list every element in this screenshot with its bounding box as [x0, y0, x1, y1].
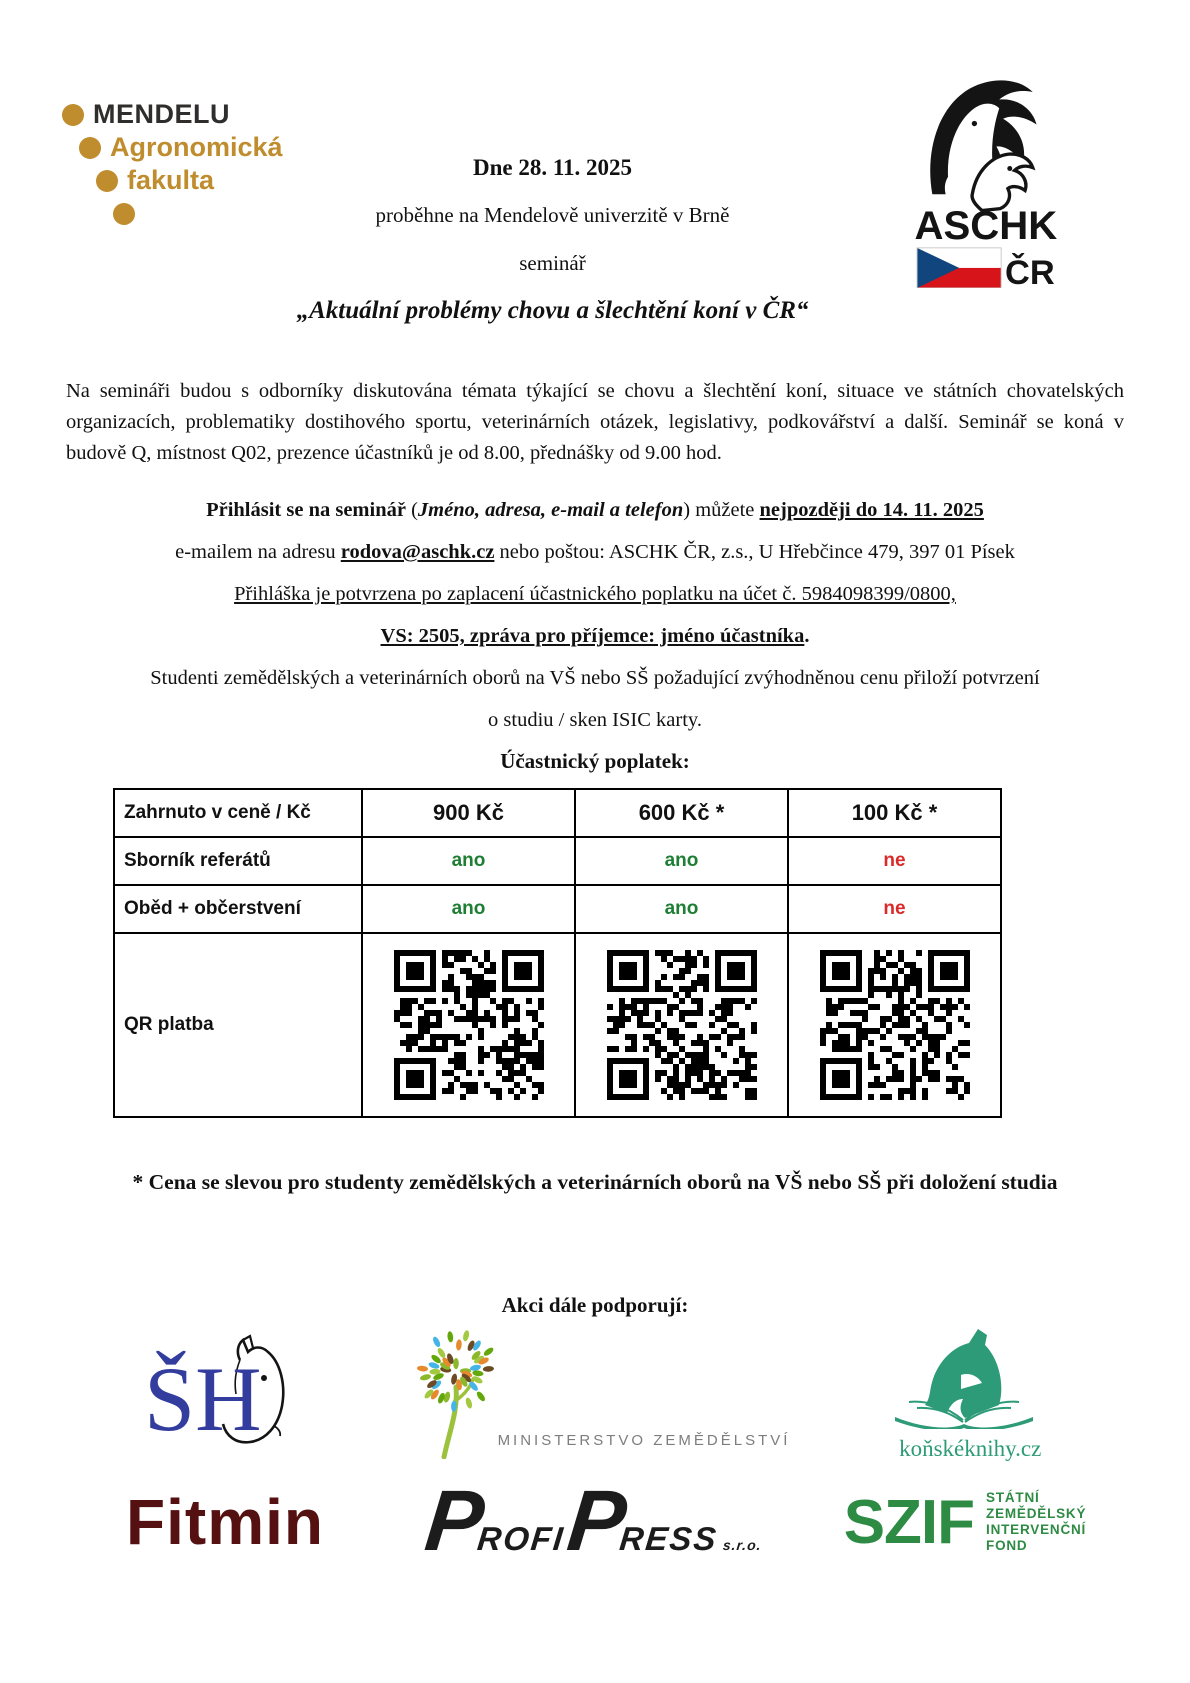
szif-wordmark: SZIF	[843, 1487, 975, 1557]
aschk-wordmark: ASCHK	[914, 203, 1058, 249]
profipress-sro: s.r.o.	[722, 1537, 763, 1553]
konskeknihy-logo	[790, 1325, 1150, 1462]
header	[0, 0, 1190, 348]
szif-line: ZEMĚDĚLSKÝ	[986, 1506, 1087, 1521]
horse-book-icon	[885, 1325, 1055, 1429]
intro-paragraph: Na semináři budou s odborníky diskutována témata týkající se chovu a šlechtění koní, situace ve státních chovatelských organizacích, problematiky dostihového sportu, veterinárních otázek, legislativy, podkovářství a další. Seminář se koná v budově Q, místnost Q02, prezence účastníků je od 8.00, přednášky od 9.00 hod.	[66, 380, 1124, 464]
czech-flag-icon	[917, 248, 1001, 288]
profipress-logo	[410, 1473, 780, 1569]
szif-line: INTERVENČNÍ	[986, 1522, 1087, 1537]
fee-col-header: Zahrnuto v ceně / Kč	[114, 789, 362, 837]
fee-price-900: 900 Kč	[362, 789, 575, 837]
fee-row-label: Oběd + občerstvení	[114, 885, 362, 933]
sh-horse-icon	[140, 1334, 300, 1452]
ministry-label: MINISTERSTVO ZEMĚDĚLSTVÍ	[497, 1432, 791, 1449]
fee-value: ne	[788, 837, 1001, 885]
sh-monogram: ŠH	[143, 1348, 262, 1450]
fee-value: ano	[575, 837, 788, 885]
fitmin-logo	[40, 1485, 410, 1559]
fee-value: ano	[575, 885, 788, 933]
fee-row-lunch	[114, 885, 1001, 933]
fitmin-wordmark: Fitmin	[126, 1486, 324, 1558]
fee-row-qr	[114, 933, 1001, 1117]
reg-l1-bold: Přihlásit se na seminář	[206, 499, 406, 521]
sh-logo	[40, 1334, 400, 1452]
fee-row-label: Sborník referátů	[114, 837, 362, 885]
szif-line: FOND	[986, 1538, 1028, 1553]
mendelu-faculty-line1: Agronomická	[110, 132, 283, 162]
sponsor-row-1	[40, 1324, 1150, 1462]
registration-line-3	[0, 581, 1190, 607]
konskeknihy-label: koňskéknihy.cz	[899, 1435, 1042, 1461]
fee-value: ano	[362, 885, 575, 933]
qr-cell	[362, 933, 575, 1117]
qr-code-600	[607, 950, 757, 1100]
seminar-title: „Aktuální problémy chovu a šlechtění koní v ČR“	[296, 297, 809, 324]
sponsor-row-2	[40, 1468, 1150, 1576]
registration-line-4	[0, 623, 1190, 649]
ministry-logo	[400, 1327, 791, 1459]
fee-value: ne	[788, 885, 1001, 933]
reg-l1-close: ) můžete	[683, 499, 760, 521]
registration-line-2	[0, 539, 1190, 565]
payment-vs-period: .	[804, 625, 810, 647]
profipress-rofi: ROFI	[475, 1520, 567, 1557]
mendelu-wordmark: MENDELU	[93, 99, 230, 129]
qr-cell	[788, 933, 1001, 1117]
qr-code-900	[394, 950, 544, 1100]
ministry-tree-icon	[400, 1327, 512, 1459]
mendelu-faculty-line2: fakulta	[127, 165, 215, 195]
reg-l1-fields: Jméno, adresa, e-mail a telefon	[417, 499, 684, 521]
reg-l2-suffix: nebo poštou: ASCHK ČR, z.s., U Hřebčince 479, 397 01 Písek	[494, 541, 1015, 563]
seminar-date: Dne 28. 11. 2025	[472, 155, 633, 180]
qr-cell	[575, 933, 788, 1117]
fee-value: ano	[362, 837, 575, 885]
fee-price-600: 600 Kč *	[575, 789, 788, 837]
registration-block	[0, 497, 1190, 733]
reg-l1-open: (	[405, 499, 418, 521]
fee-row-label: QR platba	[114, 933, 362, 1117]
seminar-location-line: proběhne na Mendelově univerzitě v Brně	[375, 203, 730, 227]
email-link[interactable]: rodova@aschk.cz	[340, 541, 495, 563]
registration-line-1	[0, 497, 1190, 523]
profipress-p2: P	[563, 1473, 631, 1569]
aschk-cr: ČR	[1004, 254, 1055, 288]
szif-fullname	[986, 1490, 1086, 1554]
student-discount-footnote: * Cena se slevou pro studenty zemědělských a veterinárních oborů na VŠ nebo SŠ při doložení studia	[132, 1170, 1058, 1194]
fee-row-proceedings	[114, 837, 1001, 885]
szif-line: STÁTNÍ	[986, 1490, 1040, 1505]
registration-line-5: Studenti zemědělských a veterinárních oborů na VŠ nebo SŠ požadující zvýhodněnou cenu přiloží potvrzení	[150, 667, 1040, 689]
fee-table	[113, 788, 1002, 1118]
reg-deadline: nejpozději do 14. 11. 2025	[759, 499, 984, 521]
profipress-p1: P	[420, 1473, 489, 1569]
fee-heading: Účastnický poplatek:	[500, 749, 690, 773]
szif-logo	[780, 1487, 1150, 1558]
profipress-ress: RESS	[617, 1520, 720, 1557]
fee-price-100: 100 Kč *	[788, 789, 1001, 837]
supporters-heading: Akci dále podporují:	[501, 1293, 689, 1317]
qr-code-100	[820, 950, 970, 1100]
payment-vs-line: VS: 2505, zpráva pro příjemce: jméno účastníka	[380, 625, 805, 647]
reg-l2-prefix: e-mailem na adresu	[175, 541, 341, 563]
fee-table-header-row	[114, 789, 1001, 837]
registration-line-6: o studiu / sken ISIC karty.	[488, 709, 702, 731]
payment-account-line: Přihláška je potvrzena po zaplacení účastnického poplatku na účet č. 5984098399/0800,	[234, 583, 956, 605]
seminar-kind-line: seminář	[519, 251, 586, 275]
horse-heads-icon	[908, 70, 1058, 288]
aschk-logo	[908, 70, 1058, 293]
